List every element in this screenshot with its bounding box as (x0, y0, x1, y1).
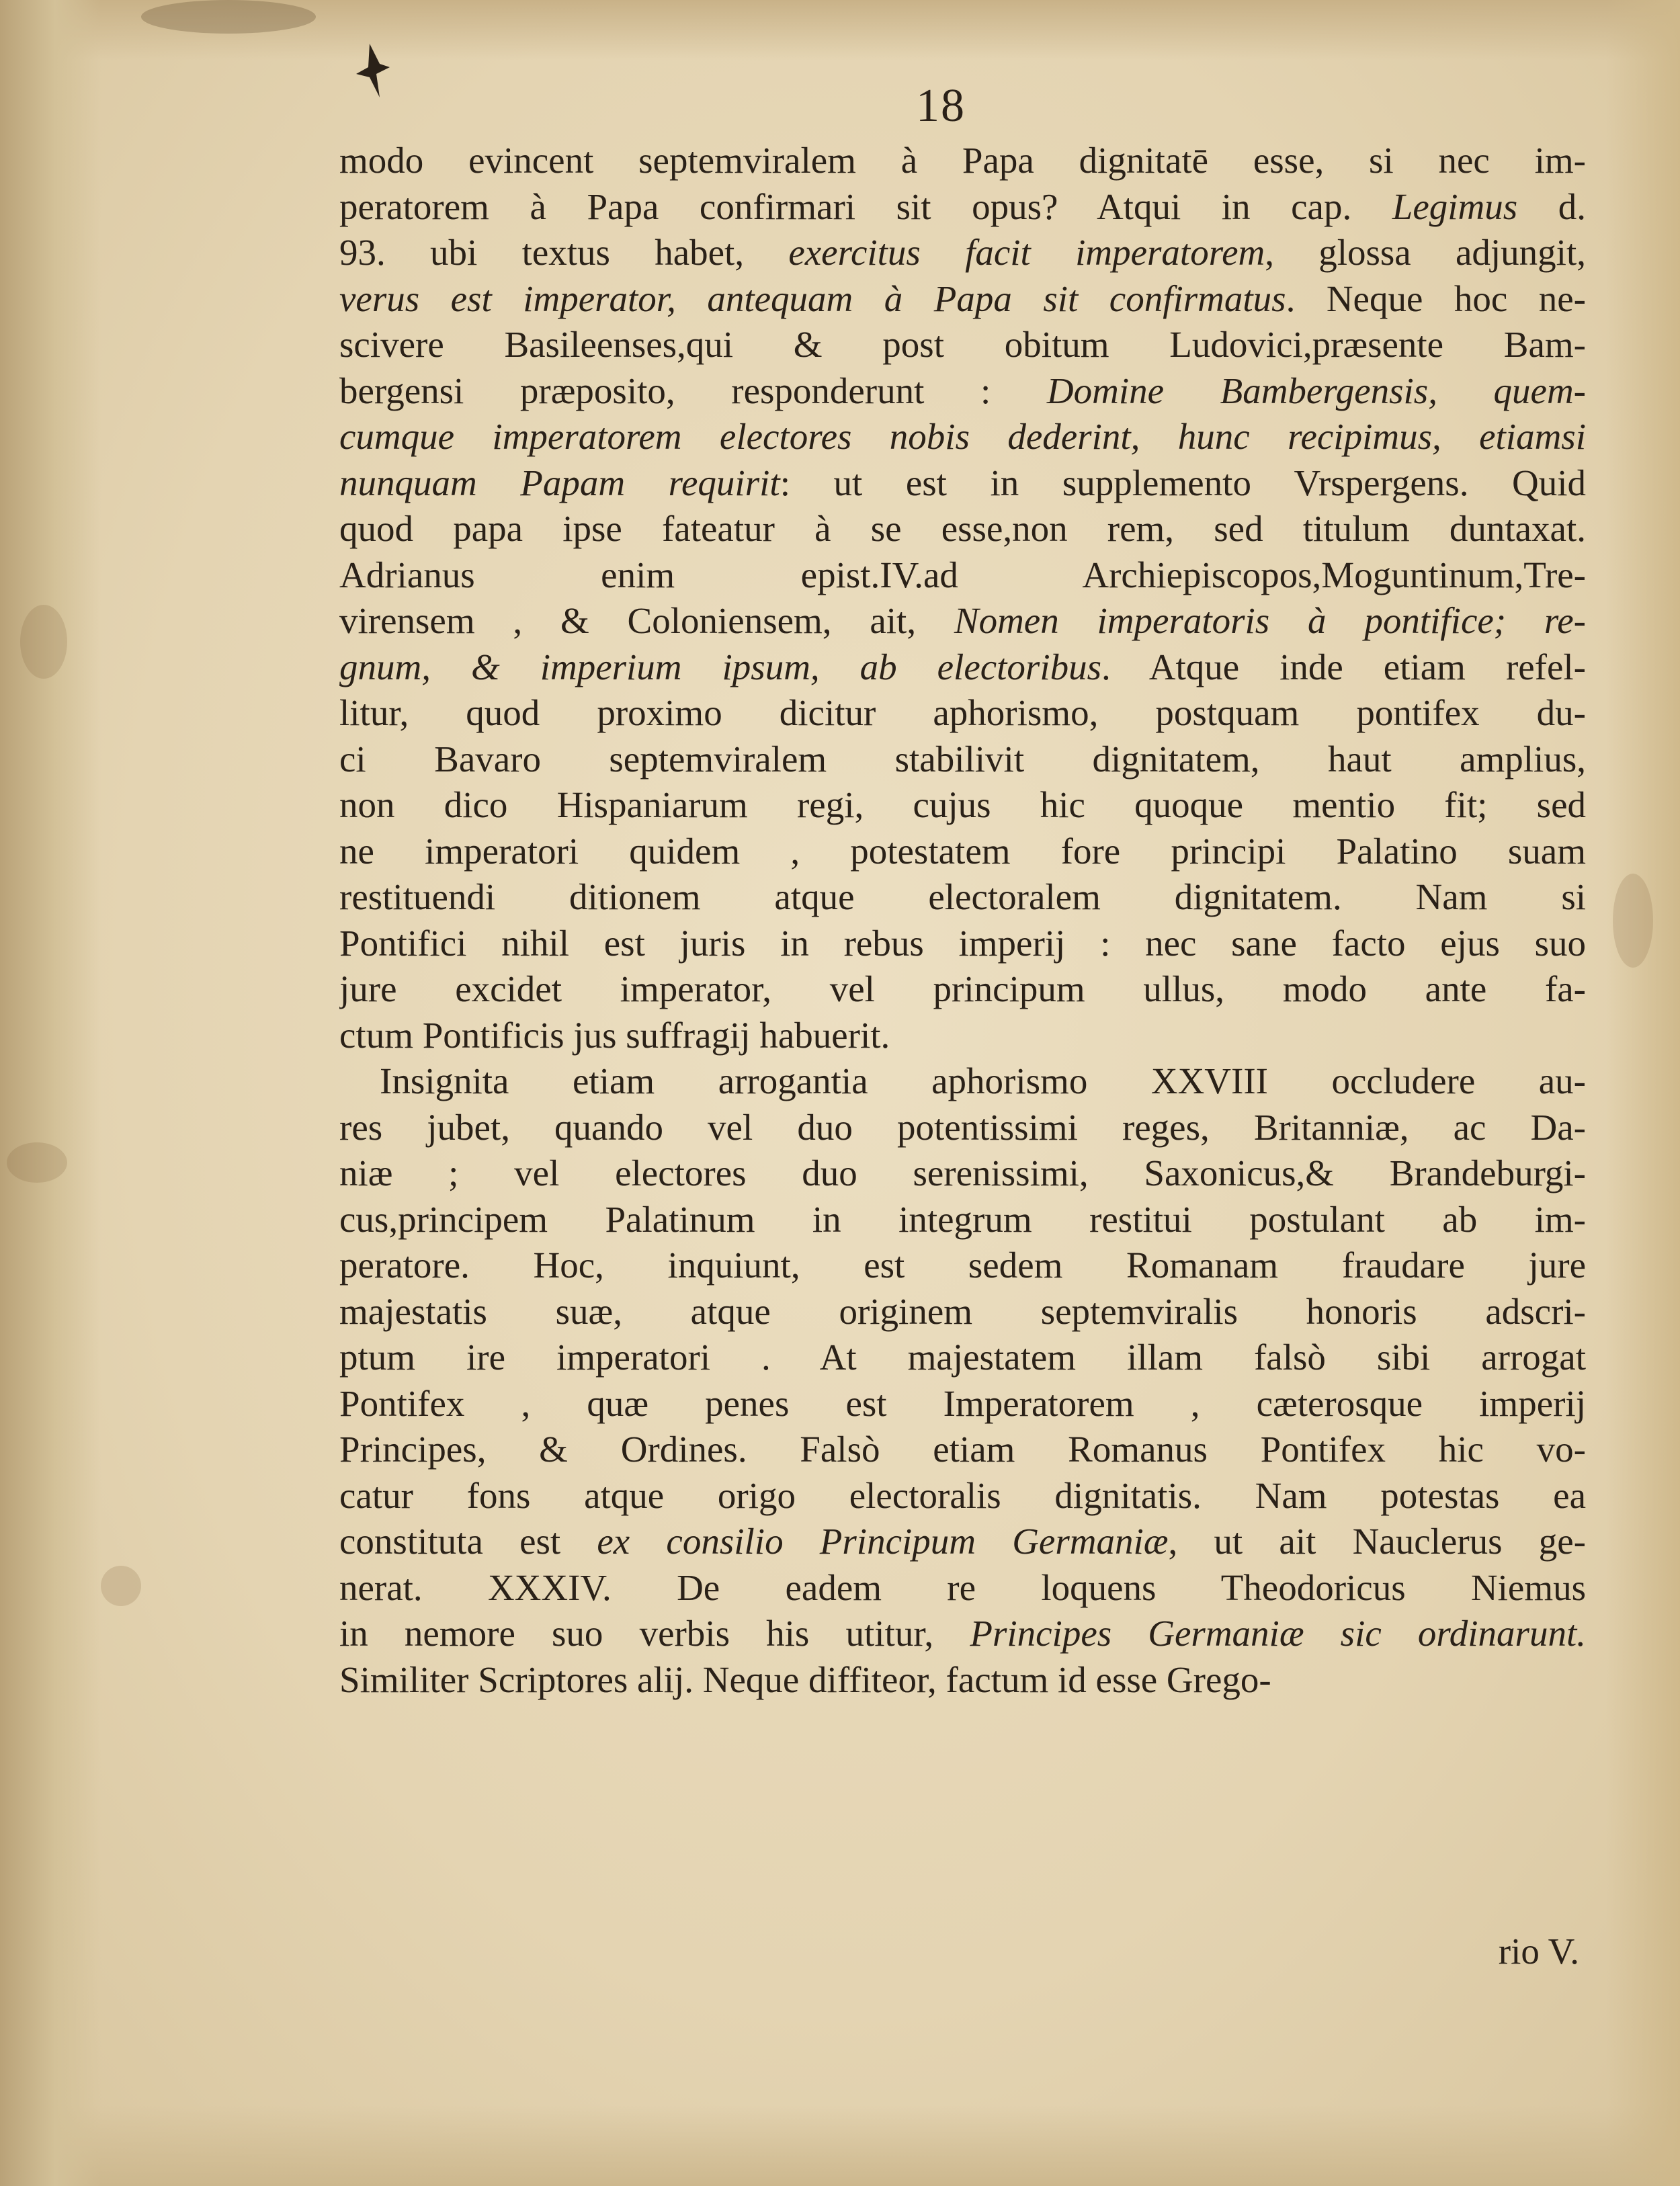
italic-text: exercitus facit imperatorem (788, 232, 1265, 273)
roman-text: modo evincent septemviralem à Papa dignitatē esse, si nec im- (339, 140, 1586, 181)
text-line (339, 1427, 1586, 1473)
italic-text: nunquam Papam requirit (339, 462, 780, 503)
text-line (339, 506, 1586, 552)
roman-text: niæ ; vel electores duo serenissimi, Saxonicus,& Brandeburgi- (339, 1152, 1586, 1193)
roman-text: bergensi præposito, responderunt : (339, 370, 1047, 411)
text-line (339, 368, 1586, 415)
text-line (339, 1197, 1586, 1243)
roman-text: . Neque hoc ne- (1286, 278, 1586, 319)
roman-text: , ut ait Nauclerus ge- (1168, 1521, 1586, 1562)
ink-mark-icon (349, 40, 396, 101)
text-line (339, 230, 1586, 276)
roman-text: peratore. Hoc, inquiunt, est sedem Romanam fraudare jure (339, 1245, 1586, 1286)
text-line (339, 966, 1586, 1013)
roman-text: litur, quod proximo dicitur aphorismo, postquam pontifex du- (339, 692, 1586, 733)
roman-text: ci Bavaro septemviralem stabilivit dignitatem, haut amplius, (339, 738, 1586, 780)
text-line (339, 1013, 1586, 1059)
roman-text: 93. ubi textus habet, (339, 232, 789, 273)
roman-text: : ut est in supplemento Vrspergens. Quid (780, 462, 1586, 503)
roman-text: ne imperatori quidem , potestatem fore principi Palatino suam (339, 830, 1586, 872)
text-line (339, 1243, 1586, 1289)
paper-stain (7, 1142, 67, 1183)
text-line (339, 782, 1586, 829)
roman-text: scivere Basileenses,qui & post obitum Ludovici,præsente Bam- (339, 324, 1586, 365)
text-line (339, 460, 1586, 507)
text-line (339, 1611, 1586, 1657)
roman-text: d. (1517, 185, 1586, 227)
roman-text: . Atque inde etiam refel- (1101, 646, 1586, 687)
text-line (339, 1381, 1586, 1427)
roman-text: peratorem à Papa confirmari sit opus? Atqui in cap. (339, 185, 1392, 227)
text-line (339, 1105, 1586, 1151)
roman-text: non dico Hispaniarum regi, cujus hic quoque mentio fit; sed (339, 784, 1586, 825)
roman-text: ctum Pontificis jus suffragij habuerit. (339, 1014, 890, 1056)
italic-text: Domine Bambergensis, quem- (1046, 370, 1586, 411)
text-line (339, 1335, 1586, 1381)
text-line (339, 1058, 1586, 1105)
italic-text: Principes Germaniæ sic ordinarunt. (970, 1613, 1586, 1654)
roman-text: Insignita etiam arrogantia aphorismo XXVIII occludere au- (380, 1060, 1586, 1101)
text-line (339, 138, 1586, 184)
italic-text: gnum, & imperium ipsum, ab electoribus (339, 646, 1102, 687)
text-line (339, 1657, 1586, 1704)
roman-text: Similiter Scriptores alij. Neque diffiteor, factum id esse Grego- (339, 1658, 1271, 1700)
roman-text: cus,principem Palatinum in integrum restitui postulant ab im- (339, 1198, 1586, 1240)
roman-text: Adrianus enim epist.IV.ad Archiepiscopos,Moguntinum,Tre- (339, 554, 1586, 595)
paper-stain (20, 605, 67, 679)
text-line (339, 322, 1586, 368)
body-text (339, 138, 1586, 1703)
roman-text: restituendi ditionem atque electoralem dignitatem. Nam si (339, 876, 1586, 917)
text-line (339, 552, 1586, 599)
text-line (339, 276, 1586, 323)
text-line (339, 737, 1586, 783)
text-line (339, 414, 1586, 460)
roman-text: quod papa ipse fateatur à se esse,non rem, sed titulum duntaxat. (339, 508, 1586, 549)
roman-text: majestatis suæ, atque originem septemviralis honoris adscri- (339, 1290, 1586, 1332)
text-line (339, 184, 1586, 230)
roman-text: nerat. XXXIV. De eadem re loquens Theodoricus Niemus (339, 1566, 1586, 1608)
roman-text: res jubet, quando vel duo potentissimi reges, Britanniæ, ac Da- (339, 1106, 1586, 1148)
paper-stain (101, 1566, 141, 1606)
roman-text: Principes, & Ordines. Falsò etiam Romanus Pontifex hic vo- (339, 1429, 1586, 1470)
italic-text: verus est imperator, antequam à Papa sit confirmatus (339, 278, 1286, 319)
roman-text: constituta est (339, 1521, 597, 1562)
catchword: rio V. (1498, 1931, 1579, 1972)
italic-text: Legimus (1392, 185, 1518, 227)
italic-text: ex consilio Principum Germaniæ (597, 1521, 1169, 1562)
page-edge-bottom (0, 2105, 1680, 2186)
text-line (339, 1289, 1586, 1335)
roman-text: Pontifici nihil est juris in rebus imperij : nec sane facto ejus suo (339, 922, 1586, 964)
text-line (339, 1519, 1586, 1565)
text-line (339, 644, 1586, 691)
roman-text: in nemore suo verbis his utitur, (339, 1613, 970, 1654)
page-number: 18 (916, 80, 966, 132)
italic-text: Nomen imperatoris à pontifice; re- (954, 600, 1586, 641)
roman-text: ptum ire imperatori . At majestatem illam falsò sibi arrogat (339, 1337, 1586, 1378)
roman-text: catur fons atque origo electoralis dignitatis. Nam potestas ea (339, 1474, 1586, 1516)
roman-text: Pontifex , quæ penes est Imperatorem , cæterosque imperij (339, 1382, 1586, 1424)
text-line (339, 829, 1586, 875)
page-edge-right (1606, 0, 1680, 2186)
text-line (339, 1150, 1586, 1197)
roman-text: virensem , & Coloniensem, ait, (339, 600, 954, 641)
text-line (339, 1473, 1586, 1519)
page-edge-left (0, 0, 101, 2186)
paper-stain (1613, 874, 1653, 968)
paper-stain (141, 0, 316, 34)
italic-text: cumque imperatorem electores nobis dederint, hunc recipimus, etiamsi (339, 416, 1586, 457)
text-line (339, 921, 1586, 967)
text-line (339, 1565, 1586, 1611)
roman-text: jure excidet imperator, vel principum ullus, modo ante fa- (339, 968, 1586, 1009)
roman-text: , glossa adjungit, (1265, 232, 1586, 273)
text-line (339, 690, 1586, 737)
text-line (339, 598, 1586, 644)
text-line (339, 874, 1586, 921)
